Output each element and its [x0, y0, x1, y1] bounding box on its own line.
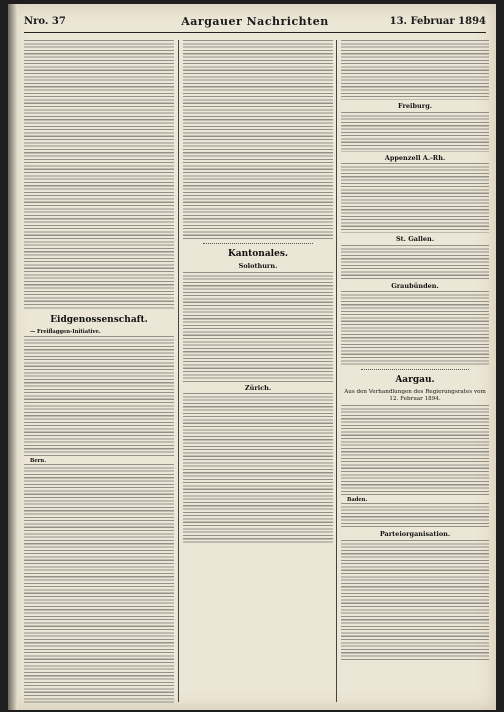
body-text — [341, 163, 489, 233]
newspaper-title: Aargauer Nachrichten — [181, 15, 329, 28]
article-place: — Freiflaggen-Initiative. — [30, 329, 101, 335]
page-header — [24, 16, 486, 33]
newspaper-page — [8, 4, 496, 710]
article-place: St. Gallen. — [395, 235, 435, 244]
divider — [361, 369, 469, 370]
column-2 — [183, 40, 333, 704]
column-1 — [24, 40, 174, 704]
body-text — [183, 40, 333, 240]
section-title-aargau: Aargau. — [395, 375, 435, 386]
body-text — [183, 393, 333, 543]
article-place: Baden. — [347, 496, 368, 503]
body-text — [183, 272, 333, 382]
body-text — [341, 503, 489, 528]
body-text — [24, 464, 174, 704]
issue-date: 13. Februar 1894 — [389, 16, 486, 27]
article-place: Parteiorganisation. — [379, 530, 451, 539]
issue-number: Nro. 37 — [24, 16, 66, 27]
body-text — [24, 336, 174, 456]
column-rule — [336, 40, 337, 702]
column-3 — [341, 40, 489, 704]
article-place: Appenzell A.-Rh. — [384, 153, 446, 162]
body-text — [341, 245, 489, 280]
body-text — [24, 40, 174, 310]
section-title-kantonales: Kantonales. — [227, 249, 289, 259]
article-place: Graubünden. — [391, 281, 439, 290]
body-text — [341, 540, 489, 660]
article-place: Freiburg. — [397, 102, 433, 110]
body-text — [341, 405, 489, 495]
body-text — [341, 112, 489, 152]
section-subtitle: Aus den Verhandlungen des Regierungsrates vom 12. Februar 1894. — [344, 389, 486, 402]
body-text — [341, 291, 489, 366]
article-place: Bern. — [30, 457, 46, 464]
body-text — [341, 40, 489, 100]
divider — [203, 243, 313, 244]
article-place: Solothurn. — [238, 262, 278, 270]
section-title-eidgenossenschaft: Eidgenossenschaft. — [50, 315, 148, 325]
column-rule — [178, 40, 179, 702]
scan-edge — [8, 4, 18, 710]
article-place: Zürich. — [244, 383, 272, 392]
